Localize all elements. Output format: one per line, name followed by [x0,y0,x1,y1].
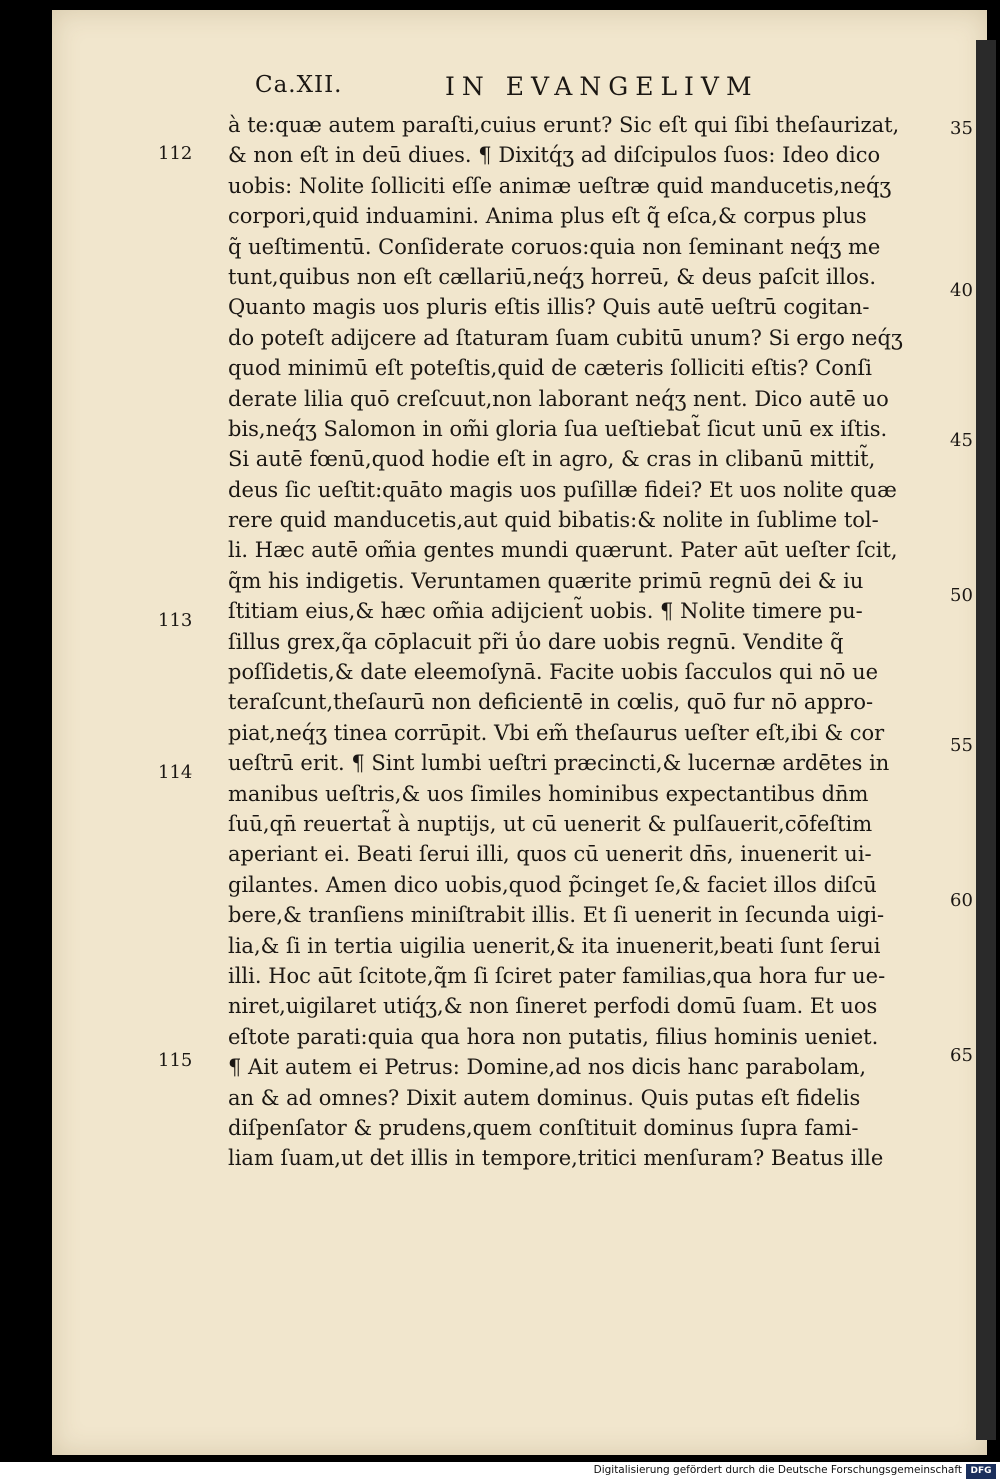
text-line: piat,neq́ʒ tinea corrūpit. Vbi em̃ theſaurus ueſter eſt,ibi & cor [228,720,885,745]
dfg-logo: DFG [966,1464,996,1479]
body-text [228,110,963,1174]
text-line: q̃m his indigetis. Veruntamen quærite primū regnū dei & iu [228,568,864,593]
text-line: poſſidetis,& date eleemoſynā. Facite uobis ſacculos qui nō ue [228,660,879,685]
text-line: Quanto magis uos pluris eſtis illis? Quis autē ueſtrū cogitan- [228,295,870,320]
text-line: lia,& ſi in tertia uigilia uenerit,& ita inuenerit,beati ſunt ſerui [228,933,881,958]
page-edge [976,40,996,1440]
text-line: derate lilia quō creſcuut,non laborant neq́ʒ nent. Dico autē uo [228,386,889,411]
text-line: bere,& tranſiens miniſtrabit illis. Et ſi uenerit in ſecunda uigi- [228,903,885,928]
margin-verse-number: 115 [158,1050,193,1071]
text-line: an & ad omnes? Dixit autem dominus. Quis putas eſt fidelis [228,1085,861,1110]
text-line: ueſtrū erit. ¶ Sint lumbi ueſtri præcincti,& lucernæ ardētes in [228,751,890,776]
text-line: gilantes. Amen dico uobis,quod p̃cinget ſe,& faciet illos diſcū [228,872,877,897]
margin-verse-number: 114 [158,762,193,783]
text-line: niret,uigilaret utiq́ʒ,& non ſineret perfodi domū ſuam. Et uos [228,994,878,1019]
text-line: manibus ueſtris,& uos ſimiles hominibus expectantibus dn̄m [228,781,869,806]
margin-line-number: 45 [950,430,973,451]
text-line: ſuū,qn̄ reuertat̃ à nuptijs, ut cū uenerit & pulſauerit,cōfeſtim [228,811,873,836]
text-line: tunt,quibus non eſt cællariū,neq́ʒ horreū, & deus paſcit illos. [228,264,877,289]
text-line: do poteſt adijcere ad ſtaturam ſuam cubitū unum? Si ergo neq́ʒ [228,325,903,350]
text-line: deus ſic ueſtit:quāto magis uos puſillæ fidei? Et uos nolite quæ [228,477,897,502]
margin-line-number: 50 [950,585,973,606]
chapter-heading: Ca.XII. [255,72,343,98]
text-line: rere quid manducetis,aut quid bibatis:& nolite in ſublime tol- [228,508,879,533]
running-title: IN EVANGELIVM [445,72,759,101]
text-line: ſillus grex,q̃a cōplacuit pr̃i u̾o dare uobis regnū. Vendite q̃ [228,629,844,654]
margin-line-number: 35 [950,118,973,139]
margin-line-number: 40 [950,280,973,301]
footer-bar [0,1462,1000,1482]
text-line: illi. Hoc aūt ſcitote,q̃m ſi ſciret pater familias,qua hora fur ue- [228,963,886,988]
text-line: teraſcunt,theſaurū non deficientē in cœlis, quō fur nō appro- [228,690,874,715]
text-line: li. Hæc autē om̃ia gentes mundi quærunt. Pater aūt ueſter ſcit, [228,538,898,563]
text-line: liam ſuam,ut det illis in tempore,tritici menſuram? Beatus ille [228,1146,884,1171]
footer-credit: Digitalisierung gefördert durch die Deutsche Forschungsgemeinschaft [593,1464,962,1476]
margin-line-number: 65 [950,1045,973,1066]
text-line: q̃ ueſtimentū. Conſiderate coruos:quia non ſeminant neq́ʒ me [228,234,881,259]
text-line: Si autē fœnū,quod hodie eſt in agro, & cras in clibanū mittit̃, [228,447,876,472]
margin-verse-number: 112 [158,143,193,164]
margin-line-number: 60 [950,890,973,911]
margin-verse-number: 113 [158,610,193,631]
text-line: diſpenſator & prudens,quem conſtituit dominus ſupra fami- [228,1115,859,1140]
text-line: ſtitiam eius,& hæc om̃ia adijcient̃ uobis. ¶ Nolite timere pu- [228,599,863,624]
margin-line-number: 55 [950,735,973,756]
text-line: à te:quæ autem paraſti,cuius erunt? Sic eſt qui ſibi theſaurizat, [228,113,900,137]
text-line: uobis: Nolite ſolliciti eſſe animæ ueſtræ quid manducetis,neq́ʒ [228,173,892,198]
text-line: bis,neq́ʒ Salomon in om̃i gloria ſua ueſtiebat̃ ſicut unū ex iſtis. [228,416,888,441]
running-head [255,72,855,112]
text-line: & non eſt in deū diues. ¶ Dixitq́ʒ ad diſcipulos ſuos: Ideo dico [228,143,881,168]
text-line: aperiant ei. Beati ſerui illi, quos cū uenerit dn̄s, inuenerit ui- [228,842,872,867]
text-line: eſtote parati:quia qua hora non putatis, filius hominis ueniet. [228,1024,879,1049]
text-line: corpori,quid induamini. Anima plus eſt q̃ eſca,& corpus plus [228,204,867,229]
text-line: quod minimū eſt poteſtis,quid de cæteris ſolliciti eſtis? Conſi [228,356,872,381]
text-line: ¶ Ait autem ei Petrus: Domine,ad nos dicis hanc parabolam, [228,1055,867,1080]
